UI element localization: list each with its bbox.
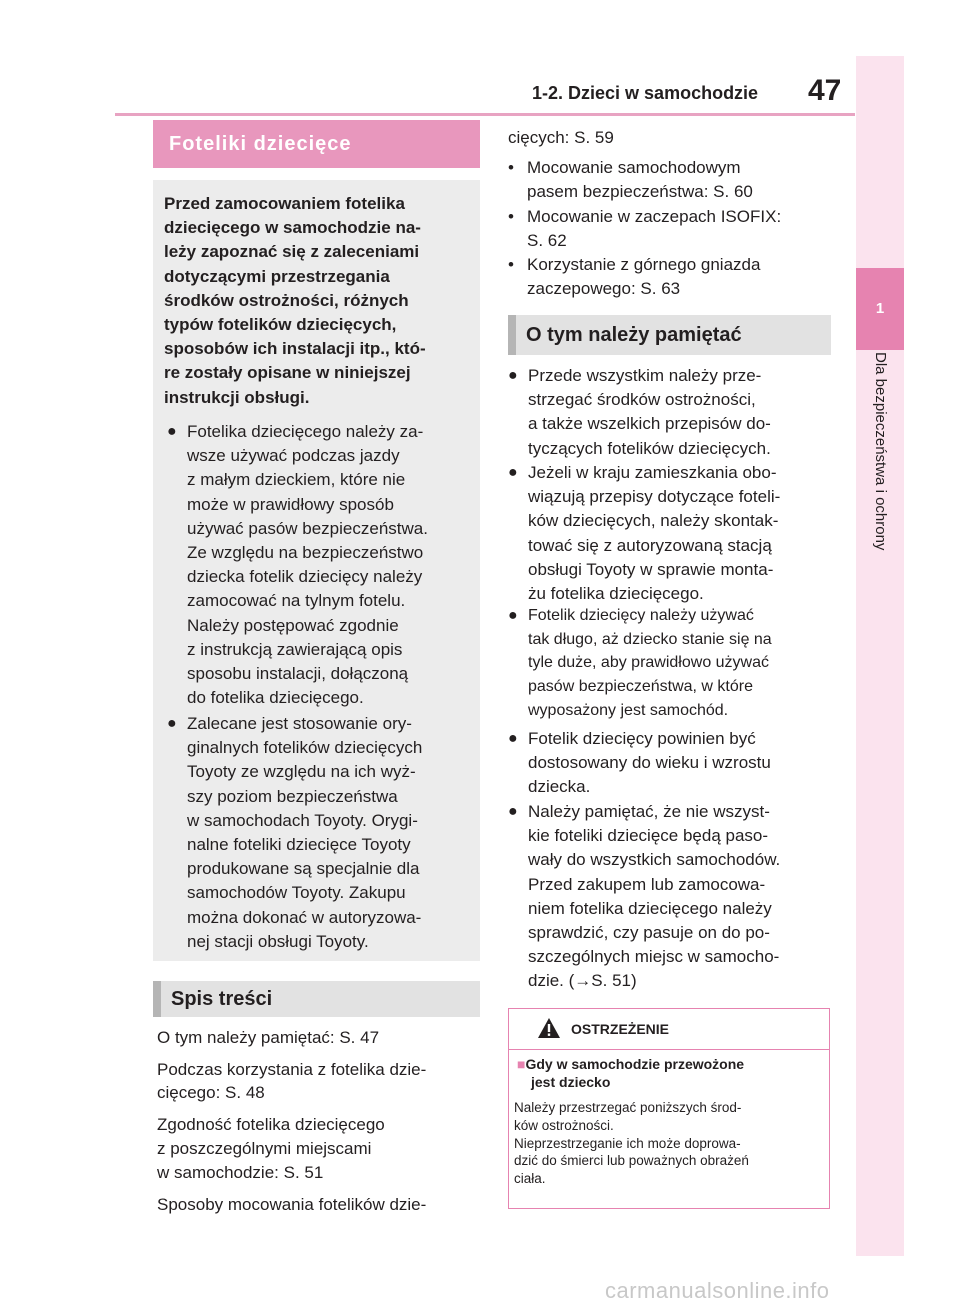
toc-sub-line: Korzystanie z górnego gniazda <box>527 255 761 274</box>
bullet-text <box>187 420 428 710</box>
toc-item: cięcego: S. 48 <box>157 1083 265 1102</box>
toc-item: w samochodzie: S. 51 <box>157 1163 324 1182</box>
bullet-line: Fotelika dziecięcego należy za- <box>187 422 424 441</box>
bullet-line: wały do wszystkich samochodów. <box>528 850 781 870</box>
bullet-line: z instrukcją zawierającą opis <box>187 639 403 659</box>
bullet-text <box>528 800 780 994</box>
bullet-line: Toyoty ze względu na ich wyż- <box>187 762 416 782</box>
running-header: 1-2. Dzieci w samochodzie <box>532 83 759 103</box>
warning-line: Nieprzestrzeganie ich może doprowa- <box>514 1135 741 1151</box>
bullet-line: dziecka. <box>528 777 591 797</box>
notice-bullet <box>508 364 838 464</box>
intro-line: instrukcji obsługi. <box>164 387 310 407</box>
bullet-line: ków dziecięcych, należy skontak- <box>528 511 779 531</box>
bullet-line: zamocować na tylnym fotelu. <box>187 591 406 611</box>
bullet-line: ginalnych fotelików dziecięcych <box>187 738 423 758</box>
intro-bullet-1 <box>167 420 477 712</box>
intro-bullet-2 <box>167 712 477 957</box>
chapter-side-label <box>858 352 902 612</box>
side-tab-strip <box>856 56 904 1256</box>
bullet-dot: ● <box>508 730 518 747</box>
intro-line: dziecięcego w samochodzie na- <box>164 218 421 238</box>
bullet-line: produkowane są specjalnie dla <box>187 859 420 879</box>
bullet-line: niem fotelika dziecięcego należy <box>528 898 772 918</box>
toc-sub-line: zaczepowego: S. 63 <box>527 279 681 298</box>
bullet-line: Należy pamiętać, że nie wszyst- <box>528 802 770 821</box>
warning-box <box>508 1008 830 1209</box>
header-rule <box>115 113 855 116</box>
bullet-line: sposobu instalacji, dołączoną <box>187 664 409 684</box>
warning-divider <box>509 1049 829 1050</box>
bullet-line: tak długo, aż dziecko stanie się na <box>528 630 772 648</box>
bullet-line: żu fotelika dziecięcego. <box>528 584 704 604</box>
chapter-side-label-text: Dla bezpieczeństwa i ochrony <box>872 352 889 551</box>
notice-bullet <box>508 800 838 996</box>
bullet-line: strzegać środków ostrożności, <box>528 390 756 410</box>
bullet-dot: ● <box>508 367 518 384</box>
bullet-line: tyle duże, aby prawidłowo używać <box>528 654 770 672</box>
bullet-line: samochodów Toyoty. Zakupu <box>187 883 406 903</box>
bullet-line: dostosowany do wieku i wzrostu <box>528 753 771 773</box>
bullet-line: może w prawidłowy sposób <box>187 494 394 514</box>
bullet-text <box>528 364 771 461</box>
bullet-line: a także wszelkich przepisów do- <box>528 414 771 434</box>
bullet-line: do fotelika dziecięcego. <box>187 688 364 708</box>
notice-heading: O tym należy pamiętać <box>508 315 831 355</box>
warning-line: Należy przestrzegać poniższych środ- <box>514 1100 742 1115</box>
intro-line: Przed zamocowaniem fotelika <box>164 194 405 213</box>
bullet-line: Należy postępować zgodnie <box>187 615 399 635</box>
bullet-line: tyczących fotelików dziecięcych. <box>528 438 771 458</box>
bullet-line: dziecka fotelik dziecięcy należy <box>187 567 423 587</box>
bullet-line: szczególnych miejsc w samocho- <box>528 947 780 967</box>
bullet-line: używać pasów bezpieczeństwa. <box>187 518 428 538</box>
toc-item: Podczas korzystania z fotelika dzie- <box>157 1060 427 1079</box>
bullet-dot: ● <box>508 464 518 481</box>
bullet-line: Jeżeli w kraju zamieszkania obo- <box>528 463 777 482</box>
bullet-line: Ze względu na bezpieczeństwo <box>187 543 424 563</box>
toc-heading: Spis treści <box>153 981 480 1017</box>
bullet-line: sprawdzić, czy pasuje on do po- <box>528 923 770 943</box>
bullet-text <box>528 461 780 606</box>
bullet-line: wsze używać podczas jazdy <box>187 446 400 466</box>
bullet-dot: ● <box>167 423 177 440</box>
warning-title: OSTRZEŻENIE <box>571 1021 670 1037</box>
toc-sub-line: pasem bezpieczeństwa: S. 60 <box>527 182 753 201</box>
toc-sub-line: Mocowanie samochodowym <box>527 158 741 177</box>
intro-line: typów fotelików dziecięcych, <box>164 315 397 335</box>
bullet-line: Zalecane jest stosowanie ory- <box>187 714 412 733</box>
bullet-line: kie foteliki dziecięce będą paso- <box>528 826 769 846</box>
warning-line: ków ostrożności. <box>514 1117 614 1133</box>
bullet-line: w samochodach Toyoty. Orygi- <box>187 810 418 830</box>
bullet-line: tować się z autoryzowaną stacją <box>528 535 772 555</box>
dash-glyph: • <box>508 207 514 226</box>
notice-bullet <box>508 461 838 609</box>
section-title-bar: Foteliki dziecięce <box>153 120 480 168</box>
bullet-line: pasów bezpieczeństwa, w które <box>528 678 753 696</box>
warning-subheading-line: Gdy w samochodzie przewożone <box>525 1056 745 1072</box>
bullet-line: dzie. (→S. 51) <box>528 971 637 991</box>
bullet-line: wiązują przepisy dotyczące foteli- <box>528 487 781 507</box>
warning-triangle-icon <box>537 1017 561 1039</box>
bullet-line: wyposażony jest samochód. <box>528 701 729 719</box>
intro-box <box>153 180 480 961</box>
toc-item: O tym należy pamiętać: S. 47 <box>157 1028 380 1047</box>
warning-body <box>514 1099 822 1188</box>
bullet-text <box>528 727 771 800</box>
notice-bullet <box>508 604 838 728</box>
intro-line: środków ostrożności, różnych <box>164 290 409 310</box>
toc-item-continued: cięcych: S. 59 <box>508 128 614 147</box>
bullet-text <box>528 604 772 723</box>
toc-item: Sposoby mocowania fotelików dzie- <box>157 1195 427 1214</box>
bullet-dot: ● <box>167 715 177 732</box>
bullet-line: można dokonać w autoryzowa- <box>187 907 422 927</box>
toc-item: Zgodność fotelika dziecięcego <box>157 1115 385 1134</box>
intro-line: dotyczącymi przestrzegania <box>164 266 390 286</box>
bullet-line: szy poziom bezpieczeństwa <box>187 786 398 806</box>
intro-bold-text <box>164 192 474 410</box>
warning-subheading-line: jest dziecko <box>531 1074 611 1090</box>
page-number: 47 <box>808 74 842 107</box>
intro-line: re zostały opisane w niniejszej <box>164 363 411 383</box>
warning-line: ciała. <box>514 1171 546 1187</box>
bullet-dot: ● <box>508 607 518 624</box>
warning-line: dzić do śmierci lub poważnych obrażeń <box>514 1153 749 1169</box>
bullet-line: z małym dzieckiem, które nie <box>187 470 406 490</box>
intro-line: leży zapoznać się z zaleceniami <box>164 242 420 262</box>
toc-sub-line: Mocowanie w zaczepach ISOFIX: <box>527 207 782 226</box>
bullet-line: Fotelik dziecięcy powinien być <box>528 729 756 748</box>
bullet-line: Przed zakupem lub zamocowa- <box>528 874 766 894</box>
bullet-line: nej stacji obsługi Toyoty. <box>187 931 369 951</box>
bullet-line: obsługi Toyoty w sprawie monta- <box>528 559 774 579</box>
square-bullet-icon: ■ <box>517 1056 526 1072</box>
bullet-line: nalne foteliki dziecięce Toyoty <box>187 835 411 855</box>
intro-line: sposobów ich instalacji itp., któ- <box>164 339 426 359</box>
warning-header <box>509 1009 829 1049</box>
toc-sub-item <box>508 156 838 206</box>
chapter-tab: 1 <box>856 268 904 350</box>
toc-item: z poszczególnymi miejscami <box>157 1139 372 1158</box>
notice-bullet <box>508 727 838 803</box>
bullet-line: Fotelik dziecięcy należy używać <box>528 607 754 624</box>
warning-subheading <box>517 1055 817 1091</box>
toc-sub-line: S. 62 <box>527 231 567 250</box>
toc-sub-item <box>508 253 838 303</box>
toc-sub-item <box>508 205 838 255</box>
bullet-dot: ● <box>508 803 518 820</box>
bullet-line: Przede wszystkim należy prze- <box>528 366 762 385</box>
watermark: carmanualsonline.info <box>605 1278 830 1303</box>
bullet-text <box>187 712 422 954</box>
dash-glyph: • <box>508 158 514 177</box>
dash-glyph: • <box>508 255 514 274</box>
